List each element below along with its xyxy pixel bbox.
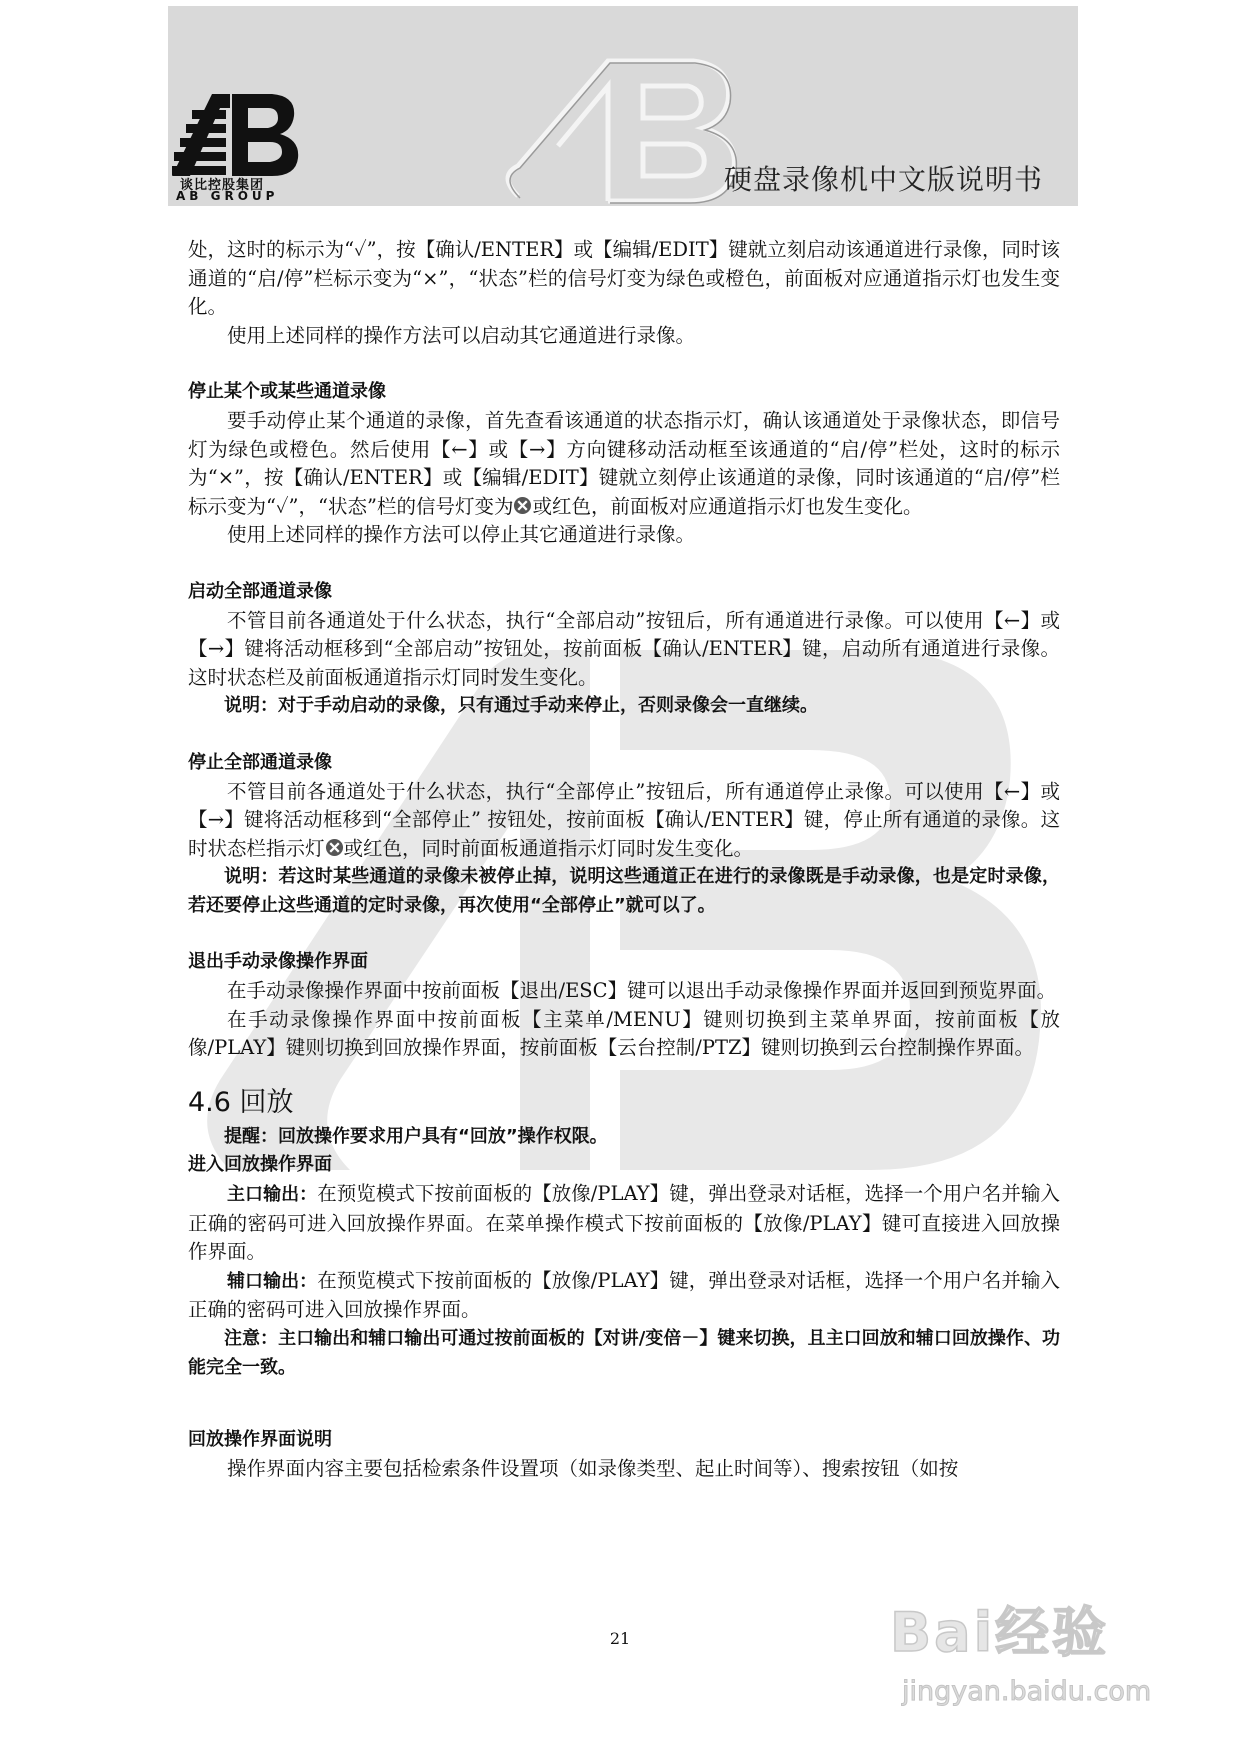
- paragraph: 在手动录像操作界面中按前面板【退出/ESC】键可以退出手动录像操作界面并返回到预览界面。: [227, 979, 1057, 1003]
- heading-enter-playback: 进入回放操作界面: [188, 1154, 332, 1176]
- note-output-switch: 注意：主口输出和辅口输出可通过按前面板的【对讲/变倍－】键来切换，且主口回放和辅口回放操作、功能完全一致。: [188, 1328, 1060, 1378]
- paragraph: 处，这时的标示为“✓”，按【确认/ENTER】或【编辑/EDIT】键就立刻启动该通道进行录像，同时该通道的“启/停”栏标示变为“×”，“状态”栏的信号灯变为绿色或橙色，前面板对应通道指示灯也发生变化。: [188, 238, 1060, 319]
- signal-off-icon: [513, 496, 532, 515]
- paragraph-part: 不管目前各通道处于什么状态，执行“全部停止”按钮后，所有通道停止录像。可以使用【←】或【→】键将活动框移到“全部停止” 按钮处，按前面板【确认/ENTER】键，停止所有通道的录像。这时状态栏指示灯: [188, 779, 1060, 860]
- paragraph: 在手动录像操作界面中按前面板【主菜单/MENU】键则切换到主菜单界面，按前面板【放像/PLAY】键则切换到回放操作界面，按前面板【云台控制/PTZ】键则切换到云台控制操作界面。: [188, 1007, 1060, 1060]
- note-stop-all: 说明：若这时某些通道的录像未被停止掉，说明这些通道正在进行的录像既是手动录像，也是定时录像，若还要停止这些通道的定时录像，再次使用“全部停止”就可以了。: [188, 866, 1060, 916]
- page-header: [168, 6, 1078, 206]
- paragraph: 不管目前各通道处于什么状态，执行“全部启动”按钮后，所有通道进行录像。可以使用【←】或【→】键将活动框移到“全部启动”按钮处，按前面板【确认/ENTER】键，启动所有通道进行录像。这时状态栏及前面板通道指示灯同时发生变化。: [188, 608, 1060, 689]
- heading-playback-interface: 回放操作界面说明: [188, 1429, 332, 1451]
- paragraph: [188, 407, 1060, 521]
- baidu-jingyan-watermark: [890, 1590, 1230, 1730]
- paragraph-part: 或红色，同时前面板通道指示灯同时发生变化。: [343, 836, 754, 860]
- heading-start-all-channels: 启动全部通道录像: [188, 580, 332, 602]
- tip-playback-permission: 提醒：回放操作要求用户具有“回放”操作权限。: [224, 1125, 608, 1147]
- paragraph-part: 在预览模式下按前面板的【放像/PLAY】键，弹出登录对话框，选择一个用户名并输入正确的密码可进入回放操作界面。在菜单操作模式下按前面板的【放像/PLAY】键可直接进入回放操作界面。: [188, 1182, 1061, 1264]
- signal-off-icon: [325, 838, 344, 857]
- paragraph-part: 要手动停止某个通道的录像，首先查看该通道的状态指示灯，确认该通道处于录像状态，即信号灯为绿色或橙色。然后使用【←】或【→】方向键移动活动框至该通道的“启/停”栏处，这时的标示为“×”，按【确认/ENTER】或【编辑/EDIT】键就立刻停止该通道的录像，同时该通道的“启/停”栏标示变为“✓”，“状态”栏的信号灯变为: [188, 408, 1060, 518]
- paragraph-part: 或红色，前面板对应通道指示灯也发生变化。: [532, 494, 923, 518]
- heading-stop-some-channels: 停止某个或某些通道录像: [188, 381, 386, 403]
- heading-exit-manual-recording: 退出手动录像操作界面: [188, 951, 368, 973]
- note-manual-recording: 说明：对于手动启动的录像，只有通过手动来停止，否则录像会一直继续。: [224, 695, 818, 717]
- page-content: [188, 236, 1060, 1483]
- page-number: 21: [609, 1629, 631, 1648]
- logo-english-text: AB GROUP: [176, 189, 279, 203]
- paragraph: [188, 778, 1060, 864]
- paragraph: 使用上述同样的操作方法可以启动其它通道进行录像。: [227, 323, 696, 347]
- ab-embossed-logo-icon: [498, 56, 738, 206]
- watermark-url: jingyan.baidu.com: [902, 1676, 1152, 1707]
- aux-output-label: 辅口输出：: [227, 1270, 318, 1292]
- paragraph: [188, 1267, 1060, 1325]
- paragraph: 操作界面内容主要包括检索条件设置项（如录像类型、起止时间等）、搜索按钮（如按: [227, 1456, 959, 1480]
- document-title: 硬盘录像机中文版说明书: [724, 163, 1044, 196]
- main-output-label: 主口输出：: [227, 1184, 318, 1206]
- watermark-brand: Bai经验: [890, 1601, 1110, 1664]
- paragraph-part: 在预览模式下按前面板的【放像/PLAY】键，弹出登录对话框，选择一个用户名并输入正确的密码可进入回放操作界面。: [188, 1268, 1061, 1322]
- heading-stop-all-channels: 停止全部通道录像: [188, 751, 332, 773]
- paragraph: [188, 1180, 1060, 1267]
- logo-chinese-text: 谈比控股集团: [180, 178, 265, 193]
- paragraph: 使用上述同样的操作方法可以停止其它通道进行录像。: [227, 523, 696, 547]
- section-title-playback: 4.6 回放: [188, 1086, 294, 1118]
